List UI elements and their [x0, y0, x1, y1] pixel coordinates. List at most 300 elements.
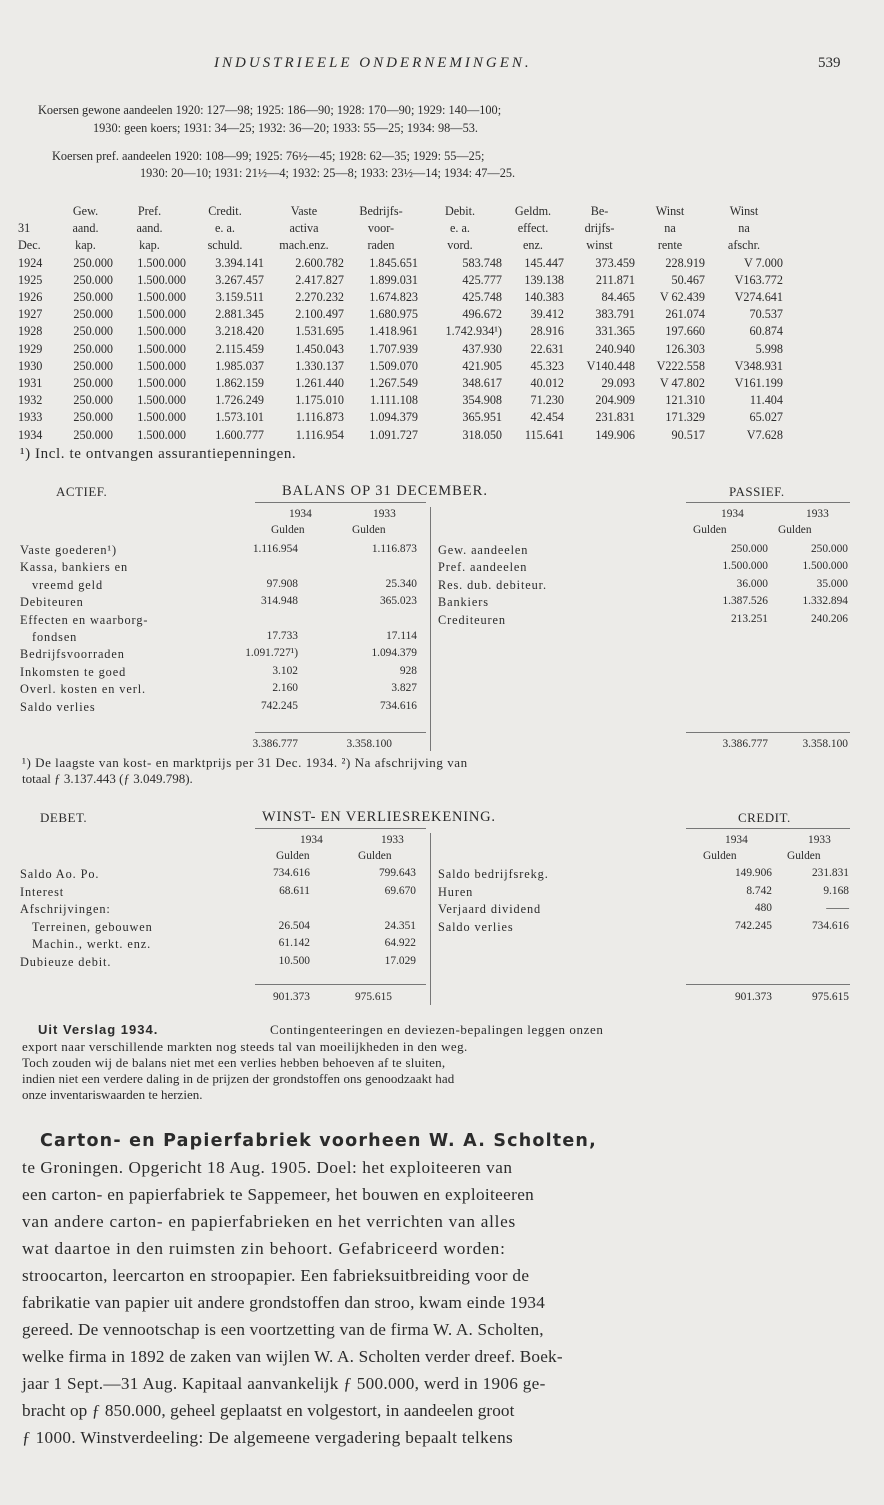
passief-row-value-a: 1.500.000: [722, 560, 768, 573]
history-cell: 1.500.000: [137, 272, 186, 287]
company-line-7: gereed. De vennootschap is een voortzetting van de firma W. A. Scholten,: [22, 1320, 544, 1339]
actief-row-label: Overl. kosten en verl.: [20, 682, 146, 697]
koersen-gewone-1: Koersen gewone aandeelen 1920: 127—98; 1925: 186—90; 1928: 170—90; 1929: 140—100;: [38, 103, 502, 117]
credit-row-label: Huren: [438, 884, 474, 899]
history-cell: 1.509.070: [369, 358, 418, 373]
credit-row-value-b: ——: [826, 902, 849, 915]
actief-row-value-b: 1.116.873: [371, 543, 417, 555]
history-row: [18, 255, 783, 272]
history-header-cell: rente: [657, 238, 683, 253]
wv-credit-total-a: 901.373: [734, 991, 772, 1003]
debet-row-value-a: 68.611: [279, 884, 310, 897]
history-header-cell: enz.: [523, 238, 543, 253]
balans-passief-year-a: 1934: [721, 508, 744, 520]
balans-total-rule-left: [255, 732, 426, 733]
actief-row-value-b: 365.023: [379, 595, 417, 608]
history-header-cell: e. a.: [215, 221, 235, 236]
debet-row-label: Terreinen, gebouwen: [32, 919, 153, 934]
passief-row-label: Bankiers: [438, 595, 489, 610]
koersen-gewone-2: 1930: geen koers; 1931: 34—25; 1932: 36—20; 1933: 55—25; 1934: 98—53.: [93, 121, 478, 135]
history-cell: 1931: [18, 376, 43, 391]
history-header-cell: e. a.: [450, 221, 470, 236]
balans-passief-total-a: 3.386.777: [722, 738, 768, 750]
actief-row-label: Debiteuren: [20, 595, 84, 610]
history-header-cell: mach.enz.: [279, 238, 329, 253]
passief-row-value-b: 250.000: [810, 543, 848, 555]
passief-row-value-a: 213.251: [730, 612, 768, 625]
history-cell: 1.500.000: [137, 376, 186, 391]
passief-row-label: Res. dub. debiteur.: [438, 577, 547, 592]
history-cell: 437.930: [462, 341, 502, 356]
passief-row-value-a: 250.000: [730, 543, 768, 555]
balans-total-b: 3.358.100: [346, 738, 392, 750]
history-header-cell: na: [738, 221, 750, 236]
actief-row-value-a: 17.733: [266, 630, 298, 642]
passief-row-value-a: 36.000: [736, 577, 768, 590]
company-line-8: welke firma in 1892 de zaken van wijlen W. A. Scholten verder dreef. Boek-: [22, 1347, 563, 1366]
history-header-cell: [18, 203, 58, 220]
history-header-cell: kap.: [139, 238, 160, 253]
history-cell: V 47.802: [659, 376, 705, 391]
history-row: [18, 375, 783, 392]
history-cell: 425.748: [462, 290, 502, 305]
history-row: [18, 323, 783, 340]
balans-total-rule-right: [686, 732, 850, 733]
actief-row-label: Effecten en waarborg-: [20, 612, 149, 627]
verslag-lead: Uit Verslag 1934.: [38, 1022, 159, 1037]
history-cell: 421.905: [462, 358, 502, 373]
history-cell: 1.500.000: [137, 290, 186, 305]
history-cell: 5.998: [755, 341, 783, 356]
history-cell: 3.159.511: [215, 290, 264, 305]
history-cell: 261.074: [665, 307, 705, 322]
actief-row-value-b: 734.616: [379, 699, 417, 712]
history-header-cell: 31: [18, 221, 31, 236]
history-header-row: [18, 237, 783, 254]
history-cell: 1930: [18, 358, 43, 373]
passief-row-value-b: 1.500.000: [802, 560, 848, 573]
wv-unit-b: Gulden: [358, 850, 392, 862]
history-cell: 60.874: [749, 324, 783, 339]
history-cell: 1.600.777: [215, 427, 264, 442]
history-cell: 1927: [18, 307, 43, 322]
history-cell: 228.919: [665, 255, 705, 270]
history-cell: 250.000: [73, 272, 113, 287]
balans-passief-year-b: 1933: [806, 508, 829, 520]
history-cell: 1.450.043: [295, 341, 344, 356]
history-header-cell: aand.: [72, 221, 99, 236]
passief-row-label: Crediteuren: [438, 612, 506, 627]
balans-year-b: 1933: [373, 508, 396, 520]
credit-row-label: Saldo verlies: [438, 919, 514, 934]
history-cell: 425.777: [462, 272, 502, 287]
history-cell: 1925: [18, 272, 43, 287]
history-cell: 121.310: [665, 393, 705, 408]
history-cell: 250.000: [73, 427, 113, 442]
history-cell: 1928: [18, 324, 43, 339]
verslag-line-4: indien niet een verdere daling in de prijzen der grondstoffen ons genoodzaakt had: [22, 1071, 455, 1086]
history-cell: 1934: [18, 427, 43, 442]
history-cell: V163.772: [734, 272, 783, 287]
history-header-cell: na: [664, 221, 676, 236]
history-cell: 250.000: [73, 290, 113, 305]
debet-row-value-b: 17.029: [384, 955, 416, 967]
verslag-line-1: Contingenteeringen en deviezen-bepalingen leggen onzen: [270, 1022, 604, 1037]
history-cell: 84.465: [601, 290, 635, 305]
wv-total-b: 975.615: [354, 991, 392, 1003]
balans-passief-total-b: 3.358.100: [802, 738, 848, 750]
wv-total-rule-left: [255, 984, 426, 985]
history-header-row: [18, 203, 783, 220]
history-cell: 1.845.651: [369, 255, 418, 270]
verslag-line-5: onze inventariswaarden te herzien.: [22, 1087, 203, 1102]
history-header-cell: Pref.: [137, 204, 162, 218]
history-cell: 171.329: [665, 410, 705, 425]
actief-row-value-b: 928: [399, 664, 417, 677]
wv-rule-left: [255, 828, 426, 829]
history-cell: 1.726.249: [215, 393, 264, 408]
history-cell: 2.417.827: [295, 272, 344, 287]
actief-row-value-a: 2.160: [272, 682, 298, 695]
credit-row-value-a: 149.906: [734, 867, 772, 879]
history-cell: 354.908: [462, 393, 502, 408]
wv-title: WINST- EN VERLIESREKENING.: [262, 809, 496, 825]
history-cell: 149.906: [595, 427, 635, 442]
history-header-cell: Geldm.: [514, 204, 552, 218]
balans-year-a: 1934: [289, 508, 312, 520]
history-cell: 250.000: [73, 255, 113, 270]
balans-footnote-1: ¹) De laagste van kost- en marktprijs per 31 Dec. 1934. ²) Na afschrijving van: [22, 755, 468, 770]
page-number: 539: [818, 55, 841, 71]
debet-row-value-a: 10.500: [278, 955, 310, 967]
balans-rule-left: [255, 502, 426, 503]
history-row: [18, 272, 783, 289]
history-header-cell: kap.: [75, 238, 96, 253]
history-cell: 2.600.782: [295, 255, 344, 270]
history-cell: 1.742.934¹): [445, 324, 502, 339]
passief-row-value-b: 35.000: [816, 577, 848, 590]
history-row: [18, 392, 783, 409]
wv-rule-right: [686, 828, 850, 829]
history-cell: 1932: [18, 393, 43, 408]
history-row: [18, 409, 783, 426]
history-cell: 231.831: [595, 410, 635, 425]
history-cell: 197.660: [665, 324, 705, 339]
history-cell: V7.628: [746, 427, 783, 442]
history-header-cell: Winst: [729, 204, 759, 218]
wv-credit-unit-b: Gulden: [787, 850, 821, 862]
wv-credit-year-b: 1933: [808, 834, 831, 846]
history-header-cell: aand.: [136, 221, 163, 236]
history-cell: 1.531.695: [295, 324, 344, 339]
credit-row-value-b: 9.168: [823, 884, 849, 897]
history-cell: 250.000: [73, 324, 113, 339]
wv-unit-a: Gulden: [276, 850, 310, 862]
actief-row-label: Saldo verlies: [20, 699, 96, 714]
credit-row-label: Saldo bedrijfsrekg.: [438, 867, 549, 881]
wv-credit-year-a: 1934: [725, 834, 748, 846]
actief-row-value-a: 97.908: [266, 577, 298, 590]
history-cell: 1.261.440: [295, 376, 344, 391]
history-header-cell: winst: [586, 238, 613, 253]
history-row: [18, 341, 783, 358]
history-cell: 1.573.101: [215, 410, 264, 425]
history-cell: 2.881.345: [215, 307, 264, 322]
history-cell: 204.909: [595, 393, 635, 408]
history-cell: 373.459: [595, 255, 635, 270]
history-cell: 1.418.961: [369, 324, 418, 339]
wv-credit-total-b: 975.615: [811, 991, 849, 1003]
history-cell: 11.404: [749, 393, 783, 408]
history-cell: 1926: [18, 290, 43, 305]
history-cell: 1.094.379: [369, 410, 418, 425]
debet-row-label: Machin., werkt. enz.: [32, 937, 152, 952]
history-cell: 348.617: [462, 376, 502, 391]
actief-row-label: vreemd geld: [32, 577, 104, 592]
actief-row-label: Bedrijfsvoorraden: [20, 647, 125, 662]
history-header-cell: Be-: [590, 204, 609, 218]
history-row: [18, 306, 783, 323]
debet-row-label: Saldo Ao. Po.: [20, 867, 100, 881]
actief-row-label: Vaste goederen¹): [20, 543, 117, 557]
history-cell: 65.027: [749, 410, 783, 425]
history-cell: 250.000: [73, 358, 113, 373]
history-header-cell: schuld.: [207, 238, 243, 253]
history-cell: 1.674.823: [369, 290, 418, 305]
history-cell: 250.000: [73, 341, 113, 356]
running-title: INDUSTRIEELE ONDERNEMINGEN.: [214, 55, 532, 71]
history-cell: 29.093: [601, 376, 635, 391]
debet-row-label: Interest: [20, 884, 65, 899]
balans-passief-unit-a: Gulden: [693, 524, 727, 536]
koersen-pref-2: 1930: 20—10; 1931: 21½—4; 1932: 25—8; 1933: 23½—14; 1934: 47—25.: [140, 166, 516, 180]
wv-center-divider: [430, 833, 431, 1005]
history-cell: 3.218.420: [215, 324, 264, 339]
balans-passief-unit-b: Gulden: [778, 524, 812, 536]
verslag-line-2: export naar verschillende markten nog steeds tal van moeilijkheden in den weg.: [22, 1039, 468, 1054]
credit-row-value-b: 734.616: [811, 919, 849, 932]
history-header-cell: raden: [367, 238, 395, 253]
history-cell: 3.394.141: [215, 255, 264, 270]
history-header-cell: drijfs-: [584, 221, 615, 236]
history-cell: V161.199: [734, 376, 783, 391]
history-cell: 1.500.000: [137, 324, 186, 339]
history-row: [18, 358, 783, 375]
history-footnote: ¹) Incl. te ontvangen assurantiepenningen.: [20, 446, 297, 462]
history-cell: 1.707.939: [369, 341, 418, 356]
balans-footnote-2: totaal ƒ 3.137.443 (ƒ 3.049.798).: [22, 771, 193, 786]
history-header-cell: Winst: [655, 204, 685, 218]
history-cell: 331.365: [595, 324, 635, 339]
passief-row-value-a: 1.387.526: [722, 595, 768, 608]
history-cell: 1933: [18, 410, 43, 425]
history-header-row: [18, 220, 783, 237]
history-header-cell: activa: [289, 221, 319, 236]
history-cell: 583.748: [462, 255, 502, 270]
history-cell: V140.448: [586, 358, 635, 373]
history-cell: 1.899.031: [369, 272, 418, 287]
history-cell: 126.303: [665, 341, 705, 356]
history-cell: 22.631: [530, 341, 564, 356]
history-cell: 2.270.232: [295, 290, 344, 305]
history-cell: 1.175.010: [295, 393, 344, 408]
history-cell: V274.641: [734, 290, 783, 305]
passief-row-label: Pref. aandeelen: [438, 560, 528, 575]
history-header-cell: Vaste: [290, 204, 318, 218]
debet-row-label: Afschrijvingen:: [20, 902, 111, 917]
history-cell: 42.454: [530, 410, 564, 425]
company-line-10: bracht op ƒ 850.000, geheel geplaatst en volgestort, in aandeelen groot: [22, 1401, 515, 1420]
history-header-cell: afschr.: [727, 238, 761, 253]
history-cell: 250.000: [73, 307, 113, 322]
history-cell: 383.791: [595, 307, 635, 322]
actief-row-label: fondsen: [32, 630, 78, 644]
history-cell: V 7.000: [743, 255, 783, 270]
passief-row-value-b: 1.332.894: [802, 595, 848, 608]
history-cell: 2.115.459: [215, 341, 264, 356]
history-cell: 250.000: [73, 410, 113, 425]
history-header-cell: Bedrijfs-: [359, 204, 403, 218]
history-table: [18, 203, 783, 444]
balans-unit-a: Gulden: [271, 524, 305, 536]
company-line-6: fabrikatie van papier uit andere grondstoffen dan stroo, kwam einde 1934: [22, 1293, 546, 1312]
history-cell: 115.641: [524, 427, 564, 442]
wv-debet-title: DEBET.: [40, 810, 88, 825]
history-cell: 1.500.000: [137, 358, 186, 373]
history-cell: 139.138: [524, 272, 564, 287]
history-cell: 1.091.727: [369, 427, 418, 442]
balans-rule-right: [686, 502, 850, 503]
debet-row-value-a: 734.616: [272, 867, 310, 879]
actief-row-value-b: 25.340: [385, 577, 417, 590]
history-cell: 28.916: [530, 324, 564, 339]
history-cell: 365.951: [462, 410, 502, 425]
history-header-cell: Debit.: [444, 204, 476, 218]
credit-row-value-b: 231.831: [811, 867, 849, 879]
balans-actief-title: ACTIEF.: [56, 484, 108, 499]
company-line-5: stroocarton, leercarton en stroopapier. Een fabrieksuitbreiding voor de: [22, 1266, 530, 1285]
history-cell: 1924: [18, 255, 43, 270]
history-cell: 71.230: [530, 393, 564, 408]
passief-row-value-b: 240.206: [810, 612, 848, 625]
credit-row-value-a: 8.742: [746, 884, 772, 897]
history-cell: 3.267.457: [215, 272, 264, 287]
passief-row-label: Gew. aandeelen: [438, 543, 529, 557]
history-cell: V 62.439: [659, 290, 705, 305]
history-cell: 39.412: [530, 307, 564, 322]
history-header-cell: effect.: [517, 221, 549, 236]
credit-row-value-a: 480: [754, 902, 772, 915]
history-cell: 1.330.137: [295, 358, 344, 373]
history-cell: 250.000: [73, 376, 113, 391]
wv-credit-unit-a: Gulden: [703, 850, 737, 862]
company-line-2: een carton- en papierfabriek te Sappemeer, het bouwen en exploiteeren: [22, 1185, 535, 1204]
company-line-1: te Groningen. Opgericht 18 Aug. 1905. Doel: het exploiteeren van: [22, 1158, 513, 1177]
wv-year-b: 1933: [381, 834, 404, 846]
debet-row-value-b: 64.922: [384, 937, 416, 950]
actief-row-value-b: 3.827: [391, 682, 417, 695]
company-line-9: jaar 1 Sept.—31 Aug. Kapitaal aanvankelijk ƒ 500.000, werd in 1906 ge-: [22, 1374, 546, 1393]
history-cell: V222.558: [656, 358, 705, 373]
history-cell: 496.672: [462, 307, 502, 322]
company-line-3: van andere carton- en papierfabrieken en het verrichten van alles: [22, 1212, 516, 1231]
history-cell: V348.931: [734, 358, 783, 373]
history-cell: 250.000: [73, 393, 113, 408]
debet-row-value-a: 61.142: [278, 937, 310, 950]
history-cell: 140.383: [524, 290, 564, 305]
actief-row-value-b: 17.114: [386, 630, 417, 642]
balans-title: BALANS OP 31 DECEMBER.: [282, 483, 488, 499]
history-cell: 1.500.000: [137, 255, 186, 270]
credit-row-label: Verjaard dividend: [438, 902, 542, 917]
history-header-cell: vord.: [447, 238, 473, 253]
history-cell: 1.500.000: [137, 307, 186, 322]
actief-row-value-a: 1.116.954: [252, 543, 298, 555]
history-cell: 1.985.037: [215, 358, 264, 373]
wv-total-rule-right: [686, 984, 850, 985]
actief-row-value-a: 742.245: [260, 699, 298, 712]
history-cell: 211.871: [595, 272, 635, 287]
history-cell: 1.680.975: [369, 307, 418, 322]
wv-credit-title: CREDIT.: [738, 810, 791, 825]
history-cell: 1.862.159: [215, 376, 264, 391]
company-name: Carton- en Papierfabriek voorheen W. A. Scholten,: [40, 1131, 597, 1151]
actief-row-value-a: 314.948: [260, 595, 298, 608]
company-line-11: ƒ 1000. Winstverdeeling: De algemeene vergadering bepaalt telkens: [22, 1428, 514, 1447]
history-cell: 1.267.549: [369, 376, 418, 391]
debet-row-value-a: 26.504: [278, 919, 310, 932]
history-header-cell: Dec.: [18, 238, 41, 253]
actief-row-value-a: 1.091.727¹): [245, 647, 298, 660]
balans-total-a: 3.386.777: [252, 738, 298, 750]
history-cell: 145.447: [524, 255, 564, 270]
company-line-4: wat daartoe in den ruimsten zin behoort. Gefabriceerd worden:: [22, 1239, 506, 1258]
verslag-line-3: Toch zouden wij de balans niet met een verlies hebben behoeven af te sluiten,: [22, 1055, 446, 1070]
balans-passief-title: PASSIEF.: [729, 484, 785, 499]
history-cell: 40.012: [530, 376, 564, 391]
history-cell: 70.537: [749, 307, 783, 322]
history-cell: 1.116.873: [295, 410, 344, 425]
history-row: [18, 289, 783, 306]
history-cell: 1.500.000: [137, 427, 186, 442]
history-header-cell: voor-: [367, 221, 395, 236]
history-cell: 50.467: [671, 272, 705, 287]
history-cell: 318.050: [462, 427, 502, 442]
debet-row-value-b: 24.351: [384, 919, 416, 932]
history-header-cell: Credit.: [208, 204, 242, 218]
wv-year-a: 1934: [300, 834, 323, 846]
balans-center-divider: [430, 507, 431, 751]
history-cell: 1.500.000: [137, 393, 186, 408]
debet-row-value-b: 799.643: [378, 867, 416, 879]
history-cell: 1.111.108: [370, 393, 418, 408]
wv-total-a: 901.373: [272, 991, 310, 1003]
history-row: [18, 427, 783, 444]
history-cell: 1.500.000: [137, 410, 186, 425]
history-cell: 90.517: [671, 427, 705, 442]
actief-row-value-a: 3.102: [272, 664, 298, 677]
history-cell: 45.323: [530, 358, 564, 373]
history-cell: 240.940: [595, 341, 635, 356]
history-cell: 2.100.497: [295, 307, 344, 322]
debet-row-label: Dubieuze debit.: [20, 955, 112, 969]
koersen-pref-1: Koersen pref. aandeelen 1920: 108—99; 1925: 76½—45; 1928: 62—35; 1929: 55—25;: [52, 149, 485, 163]
credit-row-value-a: 742.245: [734, 919, 772, 932]
debet-row-value-b: 69.670: [384, 884, 416, 897]
history-cell: 1.116.954: [295, 427, 344, 442]
actief-row-value-b: 1.094.379: [371, 647, 417, 660]
history-cell: 1929: [18, 341, 43, 356]
